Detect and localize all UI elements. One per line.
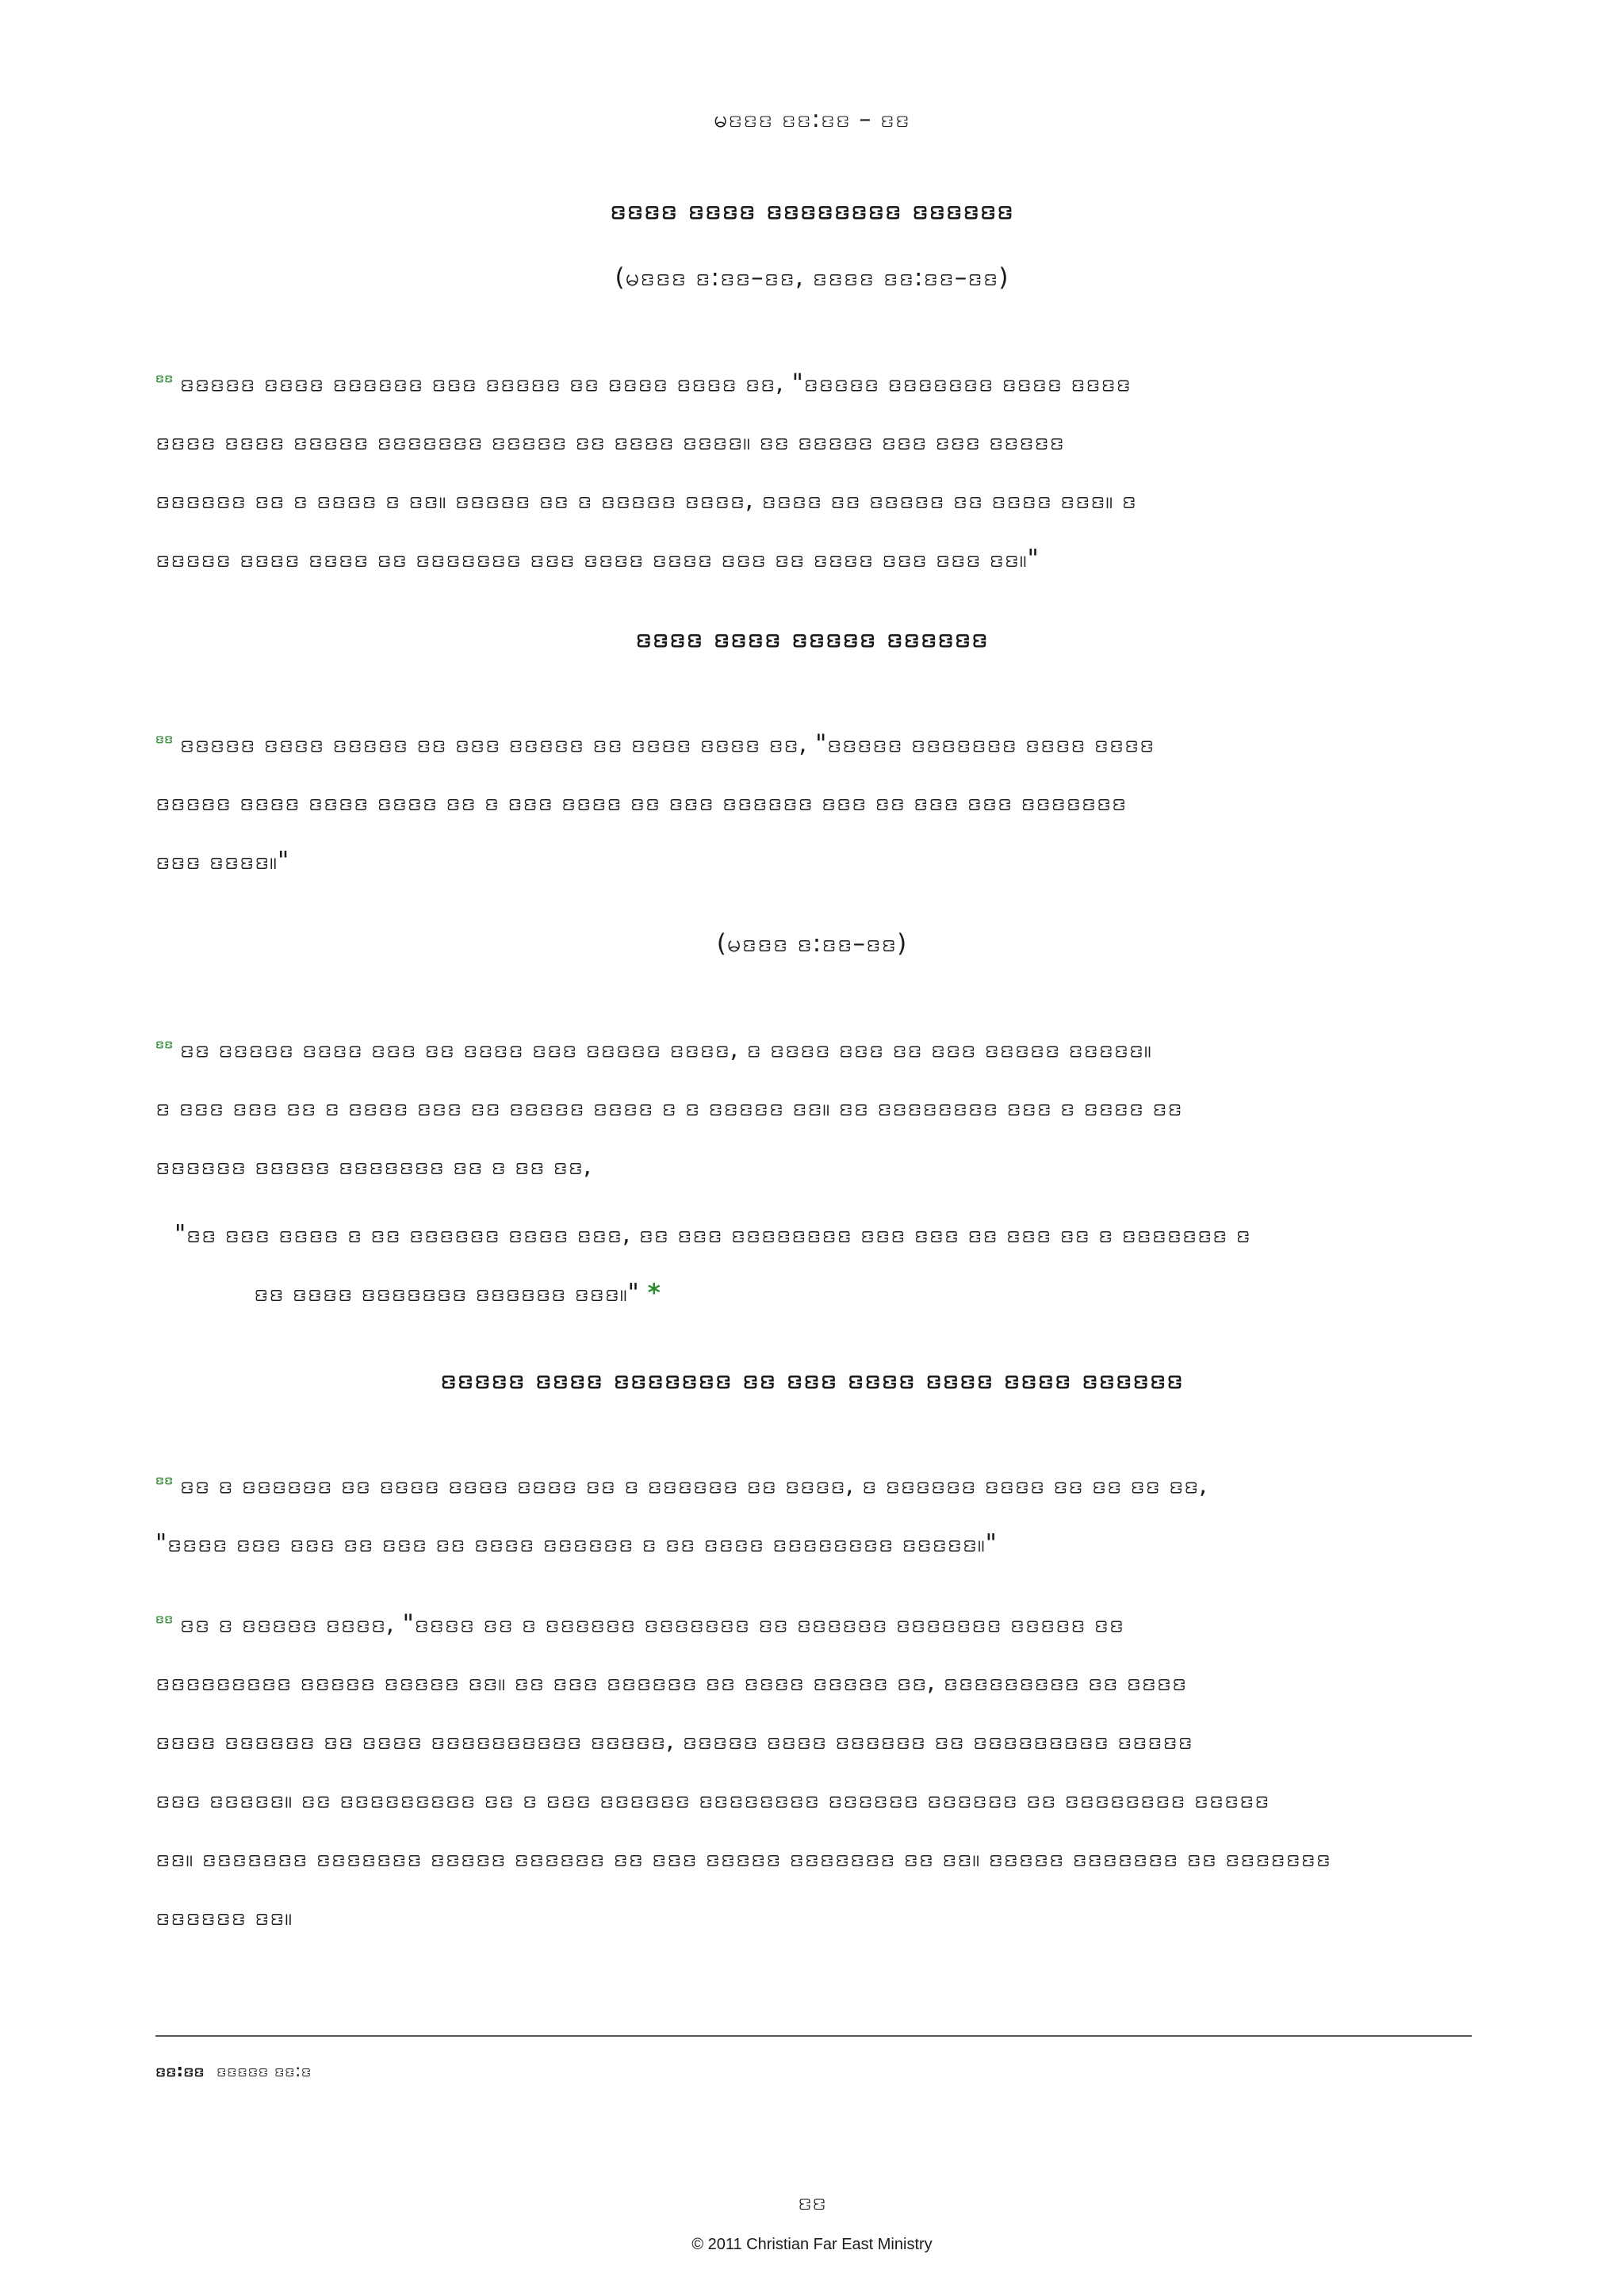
paragraph — [155, 710, 1472, 890]
running-head: မꤢꤢꤢ ꤢꤢ:ꤢꤢ – ꤢꤢ — [714, 105, 910, 133]
poetry-line — [254, 1264, 661, 1322]
footnote-reference: ꤢꤢ:ꤢꤢ — [155, 2061, 205, 2081]
paragraph-line: ꤢꤢꤢ ꤢꤢꤢꤢꤢ။ ꤢꤢ ꤢꤢꤢꤢꤢꤢꤢꤢꤢ ꤢꤢ ꤢ ꤢꤢꤢ ꤢꤢꤢꤢꤢꤢ ꤢꤢꤢꤢꤢꤢꤢꤢ ꤢꤢꤢꤢꤢꤢ ꤢꤢꤢꤢꤢꤢ ꤢꤢ ꤢꤢꤢꤢꤢꤢꤢꤢ ꤢꤢꤢꤢꤢ — [155, 1785, 1270, 1815]
page-number: ꤢꤢ — [798, 2188, 826, 2216]
copyright-notice: © 2011 Christian Far East Ministry — [691, 2236, 933, 2253]
paragraph-line: ꤢꤢꤢꤢꤢ ꤢꤢꤢꤢ ꤢꤢꤢꤢꤢ ꤢꤢ ꤢꤢꤢ ꤢꤢꤢꤢꤢ ꤢꤢ ꤢꤢꤢꤢ ꤢꤢꤢꤢ ꤢꤢ, "ꤢꤢꤢꤢꤢ ꤢꤢꤢꤢꤢꤢꤢ ꤢꤢꤢꤢ ꤢꤢꤢꤢ — [179, 729, 1155, 759]
section-heading: ꤢꤢꤢꤢ ꤢꤢꤢꤢ ꤢꤢꤢꤢꤢ ꤢꤢꤢꤢꤢꤢ — [635, 622, 989, 654]
verse-number: ꤢꤢ — [155, 369, 174, 386]
paragraph-line: ꤢꤢ ꤢ ꤢꤢꤢꤢꤢ ꤢꤢꤢꤢ, "ꤢꤢꤢꤢ ꤢꤢ ꤢ ꤢꤢꤢꤢꤢꤢ ꤢꤢꤢꤢꤢꤢꤢ ꤢꤢ ꤢꤢꤢꤢꤢꤢ ꤢꤢꤢꤢꤢꤢꤢ ꤢꤢꤢꤢꤢ ꤢꤢ — [179, 1609, 1124, 1639]
footnote-divider — [155, 2035, 1472, 2037]
paragraph-line: ꤢꤢꤢꤢꤢꤢꤢꤢꤢ ꤢꤢꤢꤢꤢ ꤢꤢꤢꤢꤢ ꤢꤢ။ ꤢꤢ ꤢꤢꤢ ꤢꤢꤢꤢꤢꤢ ꤢꤢ ꤢꤢꤢꤢ ꤢꤢꤢꤢꤢ ꤢꤢ, ꤢꤢꤢꤢꤢꤢꤢꤢꤢ ꤢꤢ ꤢꤢꤢꤢ — [155, 1668, 1187, 1697]
paragraph — [155, 1590, 1472, 1946]
poetry-line-text: ꤢꤢ ꤢꤢꤢꤢ ꤢꤢꤢꤢꤢꤢꤢ ꤢꤢꤢꤢꤢꤢ ꤢꤢꤢ။" — [254, 1279, 640, 1307]
parallel-reference: (မꤢꤢꤢ ꤢ:ꤢꤢ–ꤢꤢ) — [716, 929, 908, 958]
paragraph-line: ꤢꤢꤢꤢꤢꤢ ꤢꤢ။ — [155, 1903, 293, 1932]
paragraph-line: ꤢꤢꤢꤢꤢꤢ ꤢꤢ ꤢ ꤢꤢꤢꤢ ꤢ ꤢꤢ။ ꤢꤢꤢꤢꤢ ꤢꤢ ꤢ ꤢꤢꤢꤢꤢ ꤢꤢꤢꤢ, ꤢꤢꤢꤢ ꤢꤢ ꤢꤢꤢꤢꤢ ꤢꤢ ꤢꤢꤢꤢ ꤢꤢꤢ။ ꤢ — [155, 486, 1137, 515]
paragraph — [155, 349, 1472, 588]
footnote-marker[interactable]: * — [647, 1279, 661, 1307]
poetry-line: "ꤢꤢ ꤢꤢꤢ ꤢꤢꤢꤢ ꤢ ꤢꤢ ꤢꤢꤢꤢꤢꤢ ꤢꤢꤢꤢ ꤢꤢꤢ, ꤢꤢ ꤢꤢꤢ ꤢꤢꤢꤢꤢꤢꤢꤢ ꤢꤢꤢ ꤢꤢꤢ ꤢꤢ ꤢꤢꤢ ꤢꤢ ꤢ ꤢꤢꤢꤢꤢꤢꤢ ꤢ — [174, 1220, 1251, 1249]
paragraph-line: ꤢ ꤢꤢꤢ ꤢꤢꤢ ꤢꤢ ꤢ ꤢꤢꤢꤢ ꤢꤢꤢ ꤢꤢ ꤢꤢꤢꤢꤢ ꤢꤢꤢꤢ ꤢ ꤢ ꤢꤢꤢꤢꤢ ꤢꤢ။ ꤢꤢ ꤢꤢꤢꤢꤢꤢꤢꤢ ꤢꤢꤢ ꤢ ꤢꤢꤢꤢ ꤢꤢ — [155, 1093, 1183, 1123]
verse-number: ꤢꤢ — [155, 1035, 174, 1052]
paragraph-line: ꤢꤢꤢ ꤢꤢꤢꤢ။" — [155, 847, 289, 876]
paragraph-line: ꤢꤢꤢꤢꤢ ꤢꤢꤢꤢ ꤢꤢꤢꤢ ꤢꤢ ꤢꤢꤢꤢꤢꤢꤢ ꤢꤢꤢ ꤢꤢꤢꤢ ꤢꤢꤢꤢ ꤢꤢꤢ ꤢꤢ ꤢꤢꤢꤢ ꤢꤢꤢ ꤢꤢꤢ ꤢꤢ။" — [155, 545, 1040, 574]
paragraph-line: ꤢꤢꤢꤢ ꤢꤢꤢꤢꤢꤢ ꤢꤢ ꤢꤢꤢꤢ ꤢꤢꤢꤢꤢꤢꤢꤢꤢꤢ ꤢꤢꤢꤢꤢ, ꤢꤢꤢꤢꤢ ꤢꤢꤢꤢ ꤢꤢꤢꤢꤢꤢ ꤢꤢ ꤢꤢꤢꤢꤢꤢꤢꤢꤢ ꤢꤢꤢꤢꤢ — [155, 1727, 1193, 1756]
paragraph-line: ꤢꤢꤢꤢ ꤢꤢꤢꤢ ꤢꤢꤢꤢꤢ ꤢꤢꤢꤢꤢꤢꤢ ꤢꤢꤢꤢꤢ ꤢꤢ ꤢꤢꤢꤢ ꤢꤢꤢꤢ။ ꤢꤢ ꤢꤢꤢꤢꤢ ꤢꤢꤢ ꤢꤢꤢ ꤢꤢꤢꤢꤢ — [155, 427, 1065, 457]
paragraph-line: ꤢꤢꤢꤢꤢꤢ ꤢꤢꤢꤢꤢ ꤢꤢꤢꤢꤢꤢꤢ ꤢꤢ ꤢ ꤢꤢ ꤢꤢ, — [155, 1152, 592, 1181]
paragraph-line: ꤢꤢ ꤢ ꤢꤢꤢꤢꤢꤢ ꤢꤢ ꤢꤢꤢꤢ ꤢꤢꤢꤢ ꤢꤢꤢꤢ ꤢꤢ ꤢ ꤢꤢꤢꤢꤢꤢ ꤢꤢ ꤢꤢꤢꤢ, ꤢ ꤢꤢꤢꤢꤢꤢ ꤢꤢꤢꤢ ꤢꤢ ꤢꤢ ꤢꤢ ꤢꤢ, — [179, 1471, 1208, 1500]
paragraph — [155, 1451, 1472, 1573]
paragraph-line: "ꤢꤢꤢꤢ ꤢꤢꤢ ꤢꤢꤢ ꤢꤢ ꤢꤢꤢ ꤢꤢ ꤢꤢꤢꤢ ꤢꤢꤢꤢꤢꤢ ꤢ ꤢꤢ ꤢꤢꤢꤢ ꤢꤢꤢꤢꤢꤢꤢꤢ ꤢꤢꤢꤢꤢ။" — [155, 1529, 998, 1559]
verse-number: ꤢꤢ — [155, 1610, 174, 1627]
footnote-text: ꤢꤢꤢꤢꤢ ꤢꤢ:ꤢ — [216, 2061, 312, 2081]
paragraph-line: ꤢꤢ။ ꤢꤢꤢꤢꤢꤢꤢ ꤢꤢꤢꤢꤢꤢꤢ ꤢꤢꤢꤢꤢ ꤢꤢꤢꤢꤢꤢ ꤢꤢ ꤢꤢꤢ ꤢꤢꤢꤢꤢ ꤢꤢꤢꤢꤢꤢꤢ ꤢꤢ ꤢꤢ။ ꤢꤢꤢꤢꤢ ꤢꤢꤢꤢꤢꤢꤢ ꤢꤢ ꤢꤢꤢꤢꤢꤢꤢ — [155, 1844, 1331, 1873]
footnote — [155, 2061, 312, 2081]
verse-number: ꤢꤢ — [155, 1471, 174, 1488]
parallel-reference: (မꤢꤢꤢ ꤢ:ꤢꤢ–ꤢꤢ, ꤢꤢꤢꤢ ꤢꤢ:ꤢꤢ–ꤢꤢ) — [615, 263, 1009, 292]
paragraph-line: ꤢꤢꤢꤢꤢ ꤢꤢꤢꤢ ꤢꤢꤢꤢ ꤢꤢꤢꤢ ꤢꤢ ꤢ ꤢꤢꤢ ꤢꤢꤢꤢ ꤢꤢ ꤢꤢꤢ ꤢꤢꤢꤢꤢꤢ ꤢꤢꤢ ꤢꤢ ꤢꤢꤢ ꤢꤢꤢ ꤢꤢꤢꤢꤢꤢꤢ — [155, 788, 1127, 817]
paragraph-line: ꤢꤢ ꤢꤢꤢꤢꤢ ꤢꤢꤢꤢ ꤢꤢꤢ ꤢꤢ ꤢꤢꤢꤢ ꤢꤢꤢ ꤢꤢꤢꤢꤢ ꤢꤢꤢꤢ, ꤢ ꤢꤢꤢꤢ ꤢꤢꤢ ꤢꤢ ꤢꤢꤢ ꤢꤢꤢꤢꤢ ꤢꤢꤢꤢꤢ။ — [179, 1035, 1152, 1064]
paragraph — [155, 1015, 1472, 1196]
verse-number: ꤢꤢ — [155, 730, 174, 747]
section-heading: ꤢꤢꤢꤢ ꤢꤢꤢꤢ ꤢꤢꤢꤢꤢꤢꤢꤢ ꤢꤢꤢꤢꤢꤢ — [610, 194, 1014, 226]
section-heading: ꤢꤢꤢꤢꤢ ꤢꤢꤢꤢ ꤢꤢꤢꤢꤢꤢꤢ ꤢꤢ ꤢꤢꤢ ꤢꤢꤢꤢ ꤢꤢꤢꤢ ꤢꤢꤢꤢ ꤢꤢꤢꤢꤢꤢ — [440, 1364, 1184, 1395]
paragraph-line: ꤢꤢꤢꤢꤢ ꤢꤢꤢꤢ ꤢꤢꤢꤢꤢꤢ ꤢꤢꤢ ꤢꤢꤢꤢꤢ ꤢꤢ ꤢꤢꤢꤢ ꤢꤢꤢꤢ ꤢꤢ, "ꤢꤢꤢꤢꤢ ꤢꤢꤢꤢꤢꤢꤢ ꤢꤢꤢꤢ ꤢꤢꤢꤢ — [179, 369, 1132, 398]
